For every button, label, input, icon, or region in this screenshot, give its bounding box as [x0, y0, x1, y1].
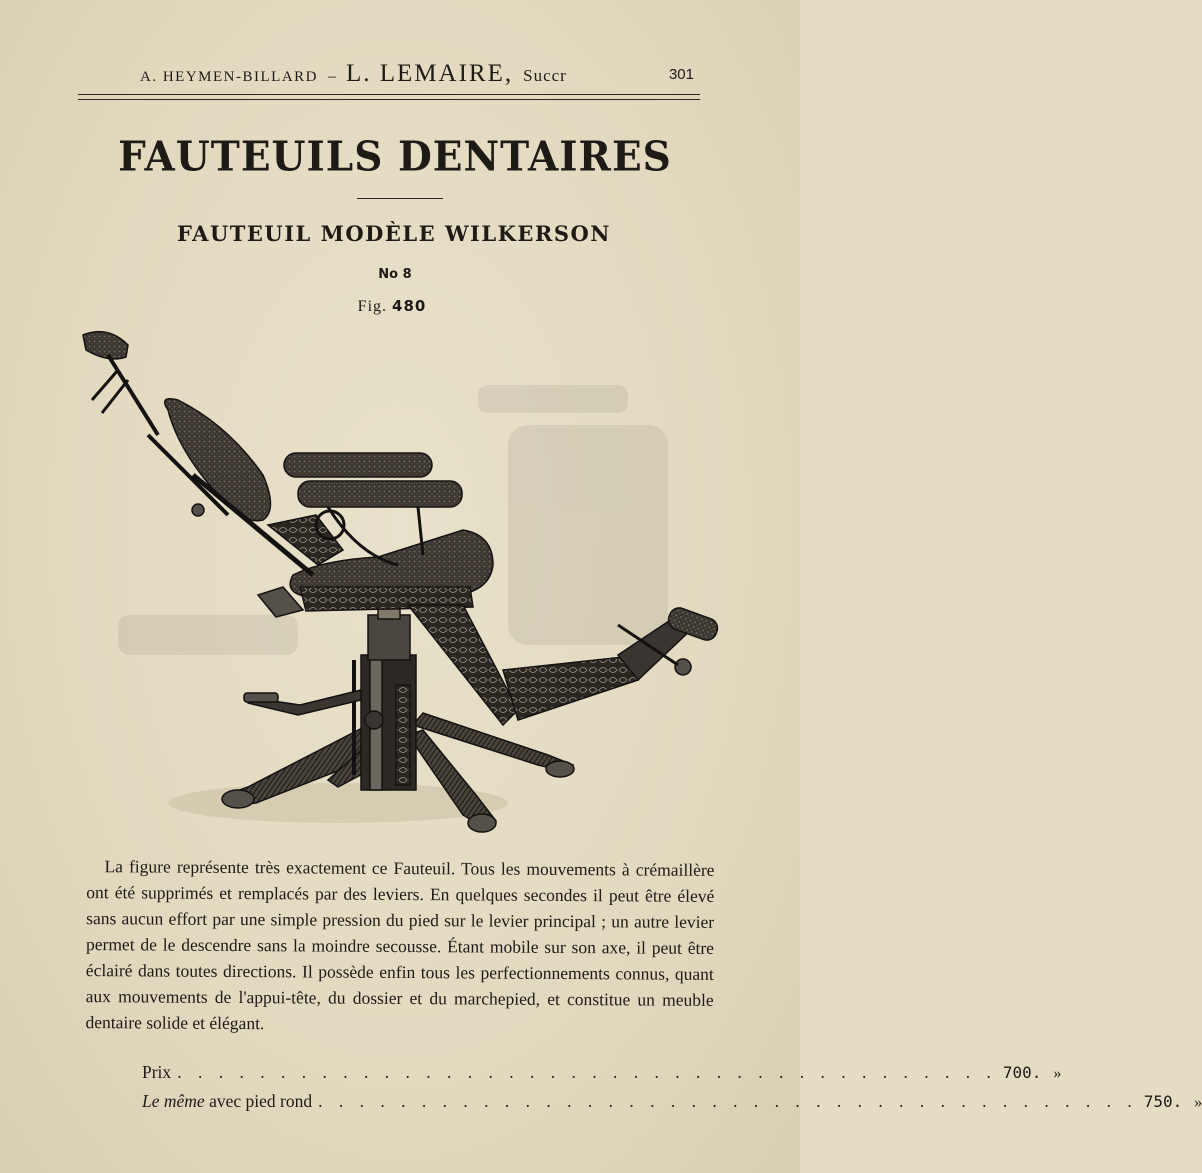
- successor-name: L. LEMAIRE,: [345, 60, 514, 87]
- header-rule: [78, 94, 700, 100]
- chair-backrest: [148, 399, 313, 617]
- price-symbol: »: [1194, 1094, 1202, 1111]
- price-amount: 750.: [1143, 1092, 1183, 1111]
- price-row: [142, 1062, 1062, 1083]
- page-number: 301: [668, 66, 694, 83]
- leader-dots: . . . . . . . . . . . . . . . . . . . . . . . . . . . . . . . . . . . . . . . .: [177, 1062, 997, 1082]
- title-divider: [357, 198, 443, 199]
- chair-headrest: [83, 332, 158, 435]
- publisher-name: A. HEYMEN-BILLARD: [140, 69, 318, 85]
- description-paragraph: La figure représente très exactement ce Fauteuil. Tous les mouvements à crémaillère ont été supprimés et remplacés par des leviers. En quelques secondes il peut être élevé sans aucun effort par une simple pression du pied sur le levier principal ; un autre levier permet de le descendre sans la moindre secousse. Étant mobile sur son axe, il peut être éclairé dans toutes directions. Il possède enfin tous les perfectionnements connus, quant aux mouvements de l'appui-tête, du dossier et du marchepied, et constitue un meuble dentaire solide et élégant.: [85, 856, 715, 1034]
- price-symbol: »: [1053, 1065, 1062, 1082]
- succ-abbreviation: Succr: [523, 66, 567, 85]
- price-label: Prix: [142, 1062, 172, 1082]
- price-amount: 700.: [1002, 1063, 1042, 1082]
- running-head-separator: –: [327, 68, 336, 85]
- leader-dots: . . . . . . . . . . . . . . . . . . . . . . . . . . . . . . . . . . . . . . . .: [318, 1091, 1138, 1111]
- running-head: [78, 60, 700, 88]
- dental-chair-illustration: [78, 325, 728, 845]
- price-row: [142, 1091, 1202, 1112]
- figure-label: [0, 297, 784, 316]
- model-subtitle: FAUTEUIL MODÈLE WILKERSON: [176, 221, 611, 246]
- figure-prefix: Fig.: [357, 298, 388, 315]
- price-label: Le même avec pied rond: [142, 1091, 313, 1111]
- page-title: FAUTEUILS DENTAIRES: [118, 132, 672, 182]
- model-number: No 8: [378, 267, 412, 282]
- figure-number: 480: [392, 297, 427, 315]
